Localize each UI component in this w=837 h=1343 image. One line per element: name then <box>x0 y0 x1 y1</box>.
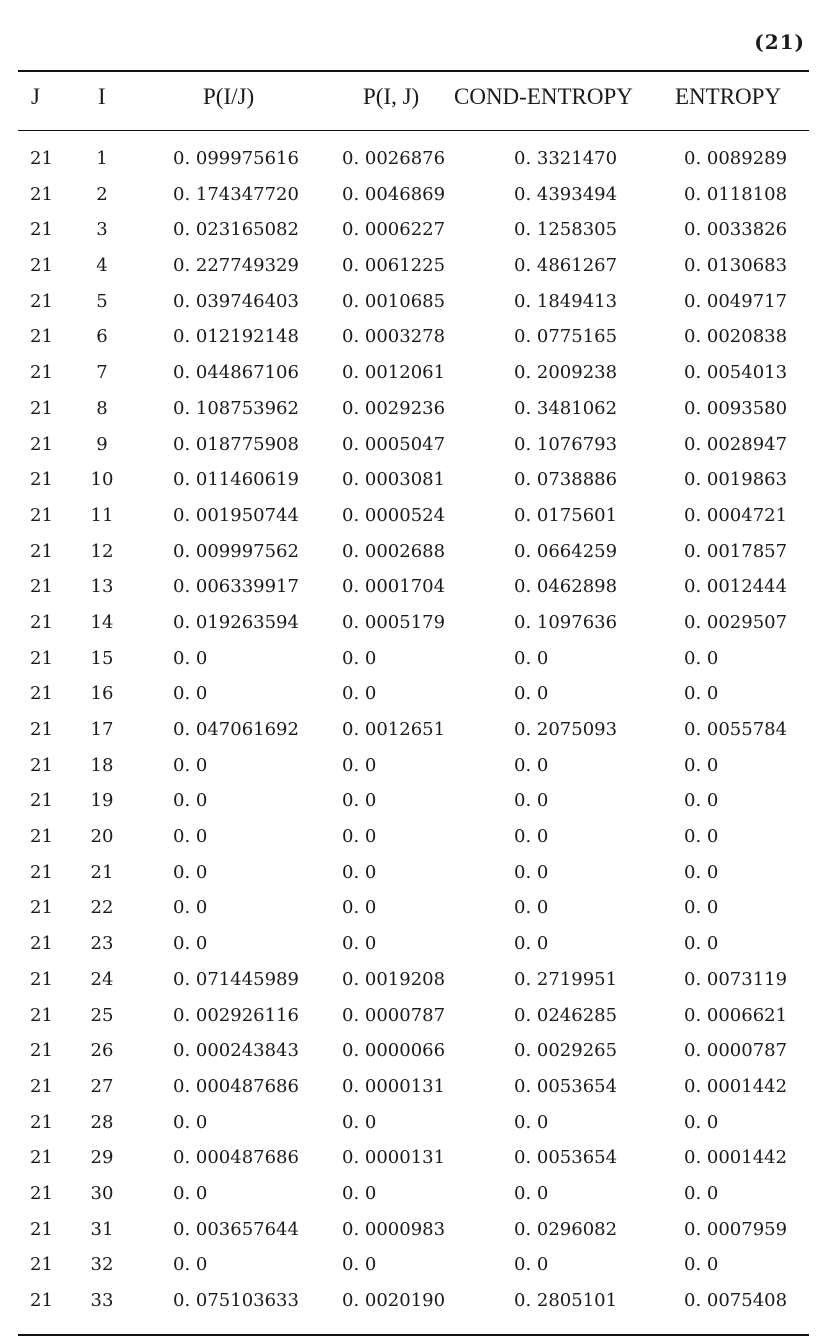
cell-entropy: 0. 0001442 <box>684 1147 788 1169</box>
cell-p-i-j: 0. 0000131 <box>342 1147 446 1169</box>
cell-j: 21 <box>30 719 53 740</box>
cell-p-i-given-j: 0. 012192148 <box>173 326 299 348</box>
cell-p-i-given-j: 0. 099975616 <box>173 148 299 169</box>
cell-p-i-given-j: 0. 009997562 <box>173 540 299 562</box>
cell-entropy: 0. 0054013 <box>684 362 788 384</box>
cell-cond-entropy: 0. 0 <box>514 683 549 705</box>
cell-entropy: 0. 0 <box>684 754 719 776</box>
cell-j: 21 <box>30 1290 53 1311</box>
cell-j: 21 <box>30 433 53 455</box>
cell-p-i-j: 0. 0006227 <box>342 219 446 241</box>
cell-i: 18 <box>90 754 114 776</box>
cell-p-i-j: 0. 0012061 <box>342 362 446 384</box>
cell-cond-entropy: 0. 0738886 <box>514 469 618 491</box>
table-row <box>0 391 837 427</box>
cell-entropy: 0. 0019863 <box>684 469 788 491</box>
cell-i: 17 <box>90 719 114 740</box>
cell-entropy: 0. 0 <box>684 683 719 705</box>
table-row <box>0 212 837 248</box>
cell-i: 14 <box>90 611 114 633</box>
cell-p-i-j: 0. 0000983 <box>342 1218 446 1240</box>
cell-j: 21 <box>30 968 53 990</box>
cell-p-i-given-j: 0. 227749329 <box>173 255 299 277</box>
cell-cond-entropy: 0. 0053654 <box>514 1147 618 1169</box>
cell-cond-entropy: 0. 2805101 <box>514 1290 618 1311</box>
cell-p-i-given-j: 0. 000243843 <box>173 1040 299 1062</box>
cell-p-i-j: 0. 0001704 <box>342 576 446 598</box>
cell-entropy: 0. 0 <box>684 790 719 812</box>
cell-i: 32 <box>90 1254 114 1276</box>
cell-p-i-given-j: 0. 0 <box>173 754 208 776</box>
cell-i: 28 <box>90 1111 114 1133</box>
cell-p-i-j: 0. 0010685 <box>342 290 446 312</box>
cell-j: 21 <box>30 148 53 169</box>
cell-cond-entropy: 0. 0 <box>514 790 549 812</box>
cell-j: 21 <box>30 1004 53 1026</box>
cell-p-i-given-j: 0. 003657644 <box>173 1218 299 1240</box>
cell-entropy: 0. 0006621 <box>684 1004 788 1026</box>
cell-p-i-given-j: 0. 0 <box>173 683 208 705</box>
cell-entropy: 0. 0 <box>684 1254 719 1276</box>
table-row <box>0 855 837 891</box>
cell-cond-entropy: 0. 4393494 <box>514 183 618 205</box>
cell-i: 11 <box>90 504 114 526</box>
cell-j: 21 <box>30 1182 53 1204</box>
cell-j: 21 <box>30 611 53 633</box>
cell-i: 24 <box>90 968 114 990</box>
cell-i: 3 <box>96 219 108 241</box>
cell-cond-entropy: 0. 0 <box>514 861 549 883</box>
cell-j: 21 <box>30 397 53 419</box>
cell-cond-entropy: 0. 0296082 <box>514 1218 618 1240</box>
cell-entropy: 0. 0 <box>684 1182 719 1204</box>
cell-p-i-j: 0. 0019208 <box>342 968 446 990</box>
cell-i: 20 <box>90 826 114 848</box>
cell-j: 21 <box>30 933 53 955</box>
cell-entropy: 0. 0033826 <box>684 219 788 241</box>
cell-i: 33 <box>90 1290 114 1311</box>
cell-entropy: 0. 0 <box>684 1111 719 1133</box>
cell-j: 21 <box>30 540 53 562</box>
cell-cond-entropy: 0. 0462898 <box>514 576 618 598</box>
table-row <box>0 1069 837 1105</box>
cell-j: 21 <box>30 362 53 384</box>
table-row <box>0 177 837 213</box>
cell-entropy: 0. 0020838 <box>684 326 788 348</box>
table-body <box>0 141 837 1319</box>
table-row <box>0 676 837 712</box>
cell-entropy: 0. 0028947 <box>684 433 788 455</box>
cell-p-i-given-j: 0. 023165082 <box>173 219 299 241</box>
table-row <box>0 498 837 534</box>
cell-cond-entropy: 0. 0775165 <box>514 326 618 348</box>
cell-entropy: 0. 0 <box>684 861 719 883</box>
cell-cond-entropy: 0. 1076793 <box>514 433 618 455</box>
cell-j: 21 <box>30 1147 53 1169</box>
cell-p-i-j: 0. 0 <box>342 897 377 919</box>
cell-cond-entropy: 0. 0029265 <box>514 1040 618 1062</box>
table-row <box>0 248 837 284</box>
cell-entropy: 0. 0049717 <box>684 290 788 312</box>
cell-p-i-given-j: 0. 018775908 <box>173 433 299 455</box>
header-cond-entropy: COND-ENTROPY <box>454 84 633 109</box>
cell-entropy: 0. 0001442 <box>684 1075 788 1097</box>
cell-cond-entropy: 0. 0 <box>514 826 549 848</box>
table-row <box>0 427 837 463</box>
cell-cond-entropy: 0. 0 <box>514 897 549 919</box>
cell-i: 15 <box>90 647 114 669</box>
page-number: (21) <box>754 30 805 54</box>
table-header <box>0 84 837 116</box>
cell-p-i-j: 0. 0000131 <box>342 1075 446 1097</box>
cell-j: 21 <box>30 897 53 919</box>
cell-p-i-given-j: 0. 001950744 <box>173 504 299 526</box>
cell-cond-entropy: 0. 1097636 <box>514 611 618 633</box>
cell-i: 13 <box>90 576 114 598</box>
cell-j: 21 <box>30 183 53 205</box>
cell-cond-entropy: 0. 2719951 <box>514 968 618 990</box>
cell-j: 21 <box>30 326 53 348</box>
cell-p-i-given-j: 0. 075103633 <box>173 1290 299 1311</box>
cell-entropy: 0. 0093580 <box>684 397 788 419</box>
cell-p-i-given-j: 0. 0 <box>173 897 208 919</box>
cell-j: 21 <box>30 647 53 669</box>
cell-p-i-j: 0. 0 <box>342 1254 377 1276</box>
header-j: J <box>31 84 40 109</box>
header-p-i-j: P(I, J) <box>363 84 420 109</box>
cell-p-i-given-j: 0. 002926116 <box>173 1004 299 1026</box>
table-row <box>0 534 837 570</box>
cell-i: 29 <box>90 1147 114 1169</box>
cell-i: 10 <box>90 469 114 491</box>
cell-p-i-j: 0. 0 <box>342 647 377 669</box>
cell-entropy: 0. 0073119 <box>684 968 788 990</box>
cell-p-i-given-j: 0. 019263594 <box>173 611 299 633</box>
cell-entropy: 0. 0004721 <box>684 504 788 526</box>
cell-j: 21 <box>30 469 53 491</box>
cell-p-i-given-j: 0. 0 <box>173 933 208 955</box>
cell-i: 6 <box>96 326 108 348</box>
table-row <box>0 783 837 819</box>
cell-p-i-given-j: 0. 000487686 <box>173 1075 299 1097</box>
cell-j: 21 <box>30 1040 53 1062</box>
cell-p-i-given-j: 0. 071445989 <box>173 968 299 990</box>
cell-p-i-given-j: 0. 044867106 <box>173 362 299 384</box>
cell-cond-entropy: 0. 0246285 <box>514 1004 618 1026</box>
cell-cond-entropy: 0. 1849413 <box>514 290 618 312</box>
cell-entropy: 0. 0089289 <box>684 148 788 169</box>
table-row <box>0 605 837 641</box>
table-row <box>0 1283 837 1319</box>
cell-i: 25 <box>90 1004 114 1026</box>
cell-j: 21 <box>30 576 53 598</box>
cell-entropy: 0. 0055784 <box>684 719 788 740</box>
cell-p-i-j: 0. 0012651 <box>342 719 446 740</box>
cell-j: 21 <box>30 1111 53 1133</box>
table-row <box>0 1140 837 1176</box>
cell-p-i-j: 0. 0029236 <box>342 397 446 419</box>
cell-cond-entropy: 0. 0 <box>514 1182 549 1204</box>
cell-entropy: 0. 0007959 <box>684 1218 788 1240</box>
cell-i: 4 <box>96 255 108 277</box>
cell-p-i-j: 0. 0000524 <box>342 504 446 526</box>
cell-entropy: 0. 0012444 <box>684 576 788 598</box>
table-row <box>0 1176 837 1212</box>
table-row <box>0 819 837 855</box>
cell-p-i-j: 0. 0003081 <box>342 469 446 491</box>
table-row <box>0 1212 837 1248</box>
table-row <box>0 1105 837 1141</box>
cell-i: 22 <box>90 897 114 919</box>
cell-i: 27 <box>90 1075 114 1097</box>
cell-p-i-given-j: 0. 0 <box>173 790 208 812</box>
cell-j: 21 <box>30 754 53 776</box>
cell-i: 19 <box>90 790 114 812</box>
cell-cond-entropy: 0. 0053654 <box>514 1075 618 1097</box>
cell-p-i-given-j: 0. 047061692 <box>173 719 299 740</box>
cell-p-i-given-j: 0. 0 <box>173 861 208 883</box>
cell-j: 21 <box>30 1075 53 1097</box>
cell-cond-entropy: 0. 0 <box>514 1254 549 1276</box>
cell-i: 2 <box>96 183 108 205</box>
cell-j: 21 <box>30 1218 53 1240</box>
cell-entropy: 0. 0 <box>684 897 719 919</box>
cell-cond-entropy: 0. 0 <box>514 933 549 955</box>
cell-j: 21 <box>30 1254 53 1276</box>
cell-p-i-j: 0. 0026876 <box>342 148 446 169</box>
cell-p-i-j: 0. 0 <box>342 826 377 848</box>
cell-cond-entropy: 0. 4861267 <box>514 255 618 277</box>
cell-p-i-given-j: 0. 006339917 <box>173 576 299 598</box>
cell-p-i-j: 0. 0 <box>342 861 377 883</box>
cell-i: 12 <box>90 540 114 562</box>
cell-p-i-j: 0. 0005047 <box>342 433 446 455</box>
cell-p-i-j: 0. 0003278 <box>342 326 446 348</box>
table-header-rule <box>18 130 809 131</box>
cell-entropy: 0. 0 <box>684 826 719 848</box>
cell-i: 1 <box>96 148 108 169</box>
cell-p-i-j: 0. 0061225 <box>342 255 446 277</box>
cell-i: 9 <box>96 433 108 455</box>
cell-cond-entropy: 0. 3481062 <box>514 397 618 419</box>
cell-p-i-j: 0. 0 <box>342 1182 377 1204</box>
cell-p-i-given-j: 0. 0 <box>173 1182 208 1204</box>
header-i: I <box>98 84 106 109</box>
cell-p-i-j: 0. 0000787 <box>342 1004 446 1026</box>
cell-entropy: 0. 0 <box>684 933 719 955</box>
cell-p-i-j: 0. 0 <box>342 933 377 955</box>
table-row <box>0 141 837 177</box>
cell-entropy: 0. 0130683 <box>684 255 788 277</box>
table-row <box>0 641 837 677</box>
cell-i: 31 <box>90 1218 114 1240</box>
cell-i: 5 <box>96 290 108 312</box>
cell-j: 21 <box>30 219 53 241</box>
cell-i: 23 <box>90 933 114 955</box>
cell-i: 8 <box>96 397 108 419</box>
table-row <box>0 284 837 320</box>
cell-entropy: 0. 0017857 <box>684 540 788 562</box>
table-row <box>0 962 837 998</box>
cell-p-i-j: 0. 0046869 <box>342 183 446 205</box>
cell-cond-entropy: 0. 0 <box>514 754 549 776</box>
table-row <box>0 462 837 498</box>
table-row <box>0 355 837 391</box>
header-entropy: ENTROPY <box>675 84 782 109</box>
cell-p-i-j: 0. 0002688 <box>342 540 446 562</box>
cell-j: 21 <box>30 861 53 883</box>
cell-entropy: 0. 0000787 <box>684 1040 788 1062</box>
cell-i: 16 <box>90 683 114 705</box>
cell-p-i-j: 0. 0005179 <box>342 611 446 633</box>
cell-p-i-given-j: 0. 0 <box>173 1111 208 1133</box>
cell-j: 21 <box>30 790 53 812</box>
table-row <box>0 1247 837 1283</box>
cell-i: 21 <box>90 861 114 883</box>
cell-entropy: 0. 0075408 <box>684 1290 788 1311</box>
table-row <box>0 998 837 1034</box>
header-p-i-given-j: P(I/J) <box>203 84 255 109</box>
cell-p-i-given-j: 0. 0 <box>173 826 208 848</box>
cell-p-i-j: 0. 0 <box>342 754 377 776</box>
cell-p-i-j: 0. 0 <box>342 683 377 705</box>
table-row <box>0 569 837 605</box>
cell-p-i-given-j: 0. 0 <box>173 647 208 669</box>
cell-i: 30 <box>90 1182 114 1204</box>
cell-j: 21 <box>30 504 53 526</box>
cell-p-i-j: 0. 0 <box>342 1111 377 1133</box>
cell-cond-entropy: 0. 0175601 <box>514 504 618 526</box>
cell-p-i-given-j: 0. 039746403 <box>173 290 299 312</box>
cell-entropy: 0. 0118108 <box>684 183 788 205</box>
cell-p-i-given-j: 0. 0 <box>173 1254 208 1276</box>
table-row <box>0 319 837 355</box>
cell-j: 21 <box>30 290 53 312</box>
cell-cond-entropy: 0. 2009238 <box>514 362 618 384</box>
cell-p-i-j: 0. 0020190 <box>342 1290 446 1311</box>
cell-cond-entropy: 0. 3321470 <box>514 148 618 169</box>
table-row <box>0 890 837 926</box>
cell-cond-entropy: 0. 0 <box>514 1111 549 1133</box>
cell-cond-entropy: 0. 2075093 <box>514 719 618 740</box>
cell-entropy: 0. 0029507 <box>684 611 788 633</box>
table-row <box>0 748 837 784</box>
cell-entropy: 0. 0 <box>684 647 719 669</box>
table-row <box>0 926 837 962</box>
cell-p-i-given-j: 0. 174347720 <box>173 183 299 205</box>
cell-j: 21 <box>30 826 53 848</box>
cell-j: 21 <box>30 255 53 277</box>
cell-p-i-j: 0. 0000066 <box>342 1040 446 1062</box>
table-row <box>0 712 837 748</box>
cell-p-i-given-j: 0. 011460619 <box>173 469 299 491</box>
cell-i: 7 <box>96 362 108 384</box>
cell-cond-entropy: 0. 1258305 <box>514 219 618 241</box>
cell-i: 26 <box>90 1040 114 1062</box>
cell-cond-entropy: 0. 0664259 <box>514 540 618 562</box>
cell-cond-entropy: 0. 0 <box>514 647 549 669</box>
cell-p-i-given-j: 0. 000487686 <box>173 1147 299 1169</box>
table-row <box>0 1033 837 1069</box>
cell-j: 21 <box>30 683 53 705</box>
table-bottom-rule <box>18 1334 809 1336</box>
cell-p-i-j: 0. 0 <box>342 790 377 812</box>
table-top-rule <box>18 70 809 72</box>
cell-p-i-given-j: 0. 108753962 <box>173 397 299 419</box>
